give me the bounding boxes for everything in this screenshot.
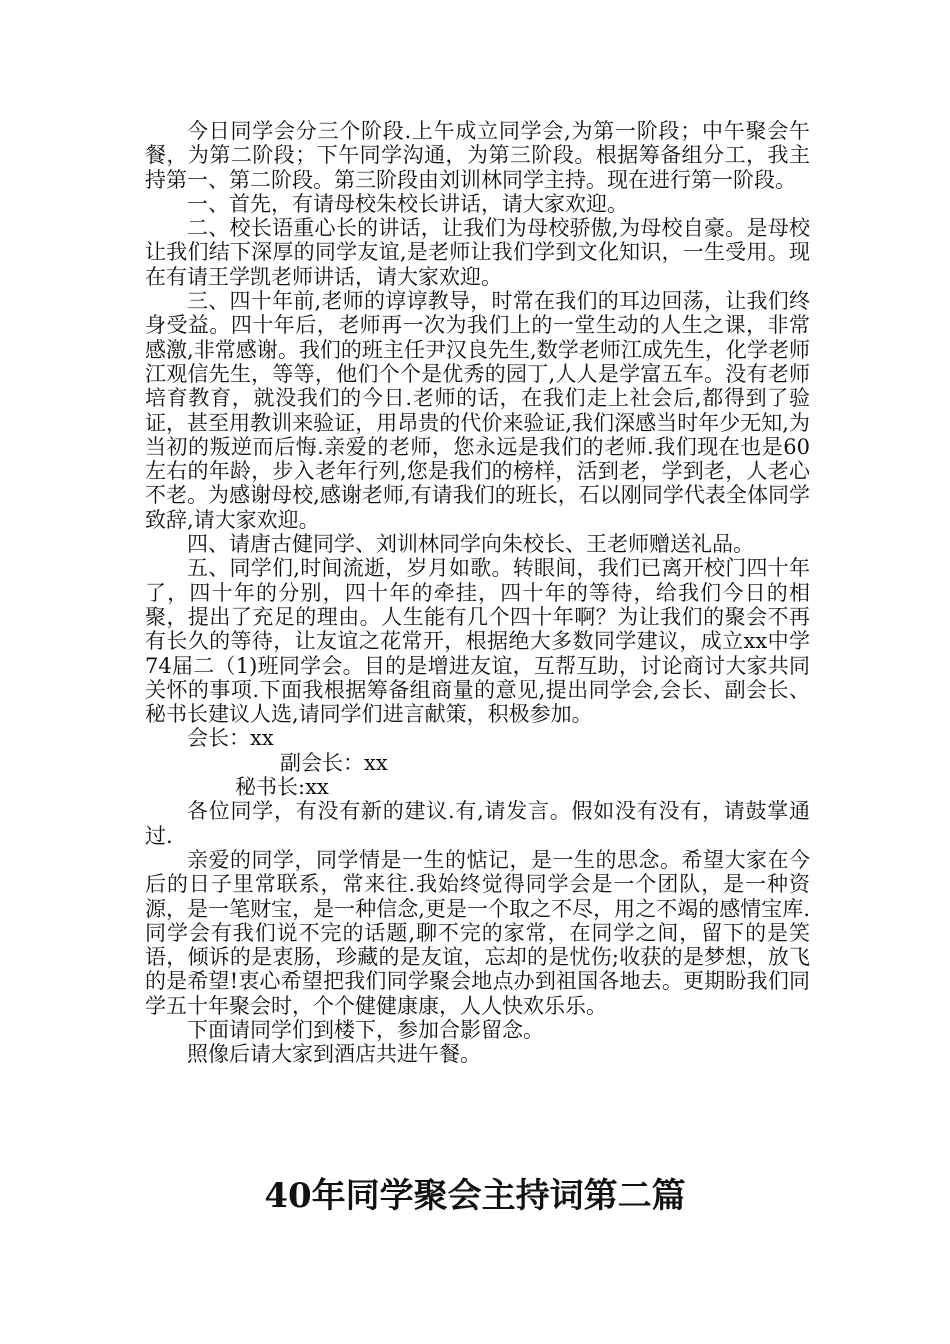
roster-secretary: 秘书长:xx bbox=[235, 775, 329, 800]
paragraph-friendship: 亲爱的同学，同学情是一生的惦记，是一生的思念。希望大家在今后的日子里常联系，常来往.我始终觉得同学会是一个团队，是一种资源，是一笔财宝，是一种信念,更是一个取之不尽，用之不竭的感情宝库.同学会有我们说不完的话题,聊不完的家常，在同学之间，留下的是笑语，倾诉的是衷肠，珍藏的是友谊，忘却的是忧伤;收获的是梦想，放飞的是希望!衷心希望把我们同学聚会地点办到祖国各地去。更期盼我们同学五十年聚会时，个个健健康康，人人快欢乐乐。 bbox=[145, 847, 810, 1018]
paragraph-lunch: 照像后请大家到酒店共进午餐。 bbox=[187, 1042, 481, 1067]
document-body bbox=[145, 119, 810, 1067]
paragraph-vote: 各位同学，有没有新的建议.有,请发言。假如没有没有，请鼓掌通过. bbox=[145, 799, 810, 848]
paragraph-group-photo: 下面请同学们到楼下，参加合影留念。 bbox=[187, 1017, 544, 1042]
section-heading: 40年同学聚会主持词第二篇 bbox=[264, 1176, 686, 1216]
paragraph-principal-speech: 一、首先，有请母校朱校长讲话，请大家欢迎。 bbox=[187, 191, 628, 216]
roster-vice-president: 副会长：xx bbox=[280, 750, 388, 775]
paragraph-thanks-teachers: 三、四十年前,老师的谆谆教导，时常在我们的耳边回荡，让我们终身受益。四十年后，老师再一次为我们上的一堂生动的人生之课，非常感激,非常感谢。我们的班主任尹汉良先生,数学老师江成先生，化学老师江观信先生，等等，他们个个是优秀的园丁,人人是学富五车。没有老师培育教育，就没我们的今日.老师的话，在我们走上社会后,都得到了验证，甚至用教训来验证，用昂贵的代价来验证,我们深感当时年少无知,为当初的叛逆而后悔.亲爱的老师，您永远是我们的老师.我们现在也是60左右的年龄，步入老年行列,您是我们的榜样，活到老，学到老，人老心不老。为感谢母校,感谢老师,有请我们的班长，石以刚同学代表全体同学致辞,请大家欢迎。 bbox=[145, 289, 810, 532]
paragraph-gifts: 四、请唐古健同学、刘训林同学向朱校长、王老师赠送礼品。 bbox=[187, 532, 754, 557]
roster-president: 会长：xx bbox=[187, 726, 274, 751]
paragraph-teacher-speech: 二、校长语重心长的讲话，让我们为母校骄傲,为母校自豪。是母校让我们结下深厚的同学友谊,是老师让我们学到文化知识，一生受用。现在有请王学凯老师讲话，请大家欢迎。 bbox=[145, 216, 810, 289]
paragraph-stages: 今日同学会分三个阶段.上午成立同学会,为第一阶段；中午聚会午餐，为第二阶段；下午同学沟通，为第三阶段。根据筹备组分工，我主持第一、第二阶段。第三阶段由刘训林同学主持。现在进行第一阶段。 bbox=[145, 119, 810, 192]
paragraph-found-association: 五、同学们,时间流逝，岁月如歌。转眼间，我们已离开校门四十年了，四十年的分别，四十年的牵挂，四十年的等待，给我们今日的相聚，提出了充足的理由。人生能有几个四十年啊？为让我们的聚会不再有长久的等待，让友谊之花常开，根据绝大多数同学建议，成立xx中学74届二（1)班同学会。目的是增进友谊，互帮互助，讨论商讨大家共同关怀的事项.下面我根据筹备组商量的意见,提出同学会,会长、副会长、秘书长建议人选,请同学们进言献策，积极参加。 bbox=[145, 556, 810, 727]
